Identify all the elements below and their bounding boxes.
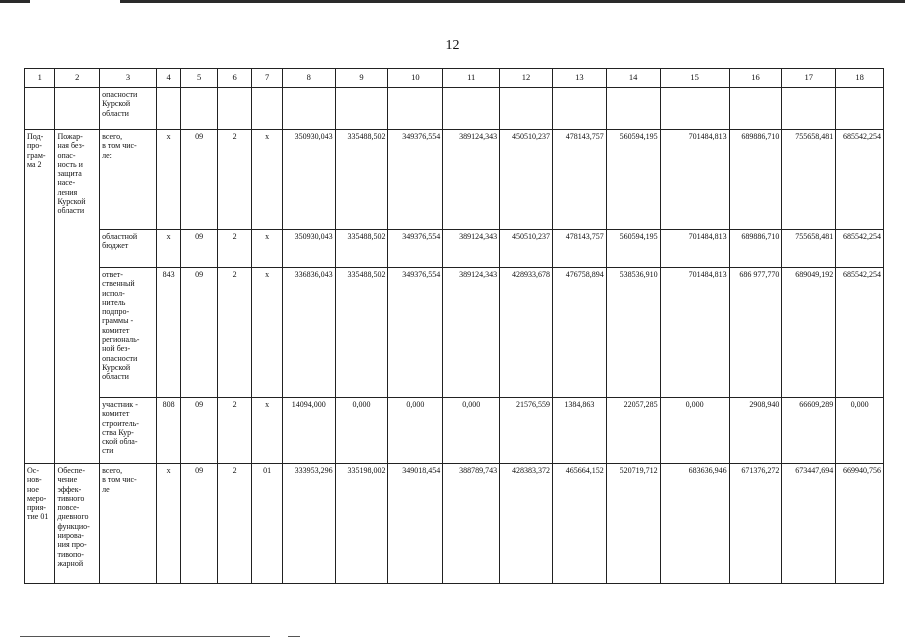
table-cell: 2: [217, 268, 252, 398]
program-name: Пожар- ная без- опас- ность и защита насе- ления Курской области: [57, 132, 86, 216]
header-cell: 3: [100, 69, 157, 88]
table-cell: 349376,554: [388, 268, 443, 398]
row-label-cell: [100, 398, 157, 464]
table-cell: [836, 88, 884, 130]
table-cell: 465664,152: [552, 464, 606, 584]
table-cell: 14094,000: [282, 398, 335, 464]
event-code: Ос- нов- ное меро- прия- тие 01: [27, 466, 49, 522]
table-cell: [552, 88, 606, 130]
table-row-continuation: [25, 88, 884, 130]
table-cell: 685542,254: [836, 230, 884, 268]
page-number: 12: [445, 38, 460, 53]
header-cell: 4: [156, 69, 180, 88]
table-cell: 350930,043: [282, 130, 335, 230]
program-code-cell: [25, 130, 55, 464]
table-cell: 2908,940: [729, 398, 782, 464]
table-cell: 701484,813: [660, 268, 729, 398]
table-cell: [55, 88, 100, 130]
table-cell: [388, 88, 443, 130]
table-row: [25, 230, 884, 268]
header-cell: 16: [729, 69, 782, 88]
table-cell: х: [252, 230, 282, 268]
table-cell: 389124,343: [443, 268, 500, 398]
table-cell: 389124,343: [443, 230, 500, 268]
table-cell: 476758,894: [552, 268, 606, 398]
header-cell: 15: [660, 69, 729, 88]
table-cell: 560594,195: [606, 230, 660, 268]
row-label-cell: [100, 230, 157, 268]
table-cell: 478143,757: [552, 130, 606, 230]
table-cell: 09: [181, 230, 218, 268]
table-cell: 2: [217, 130, 252, 230]
row-label: участник - комитет строитель- ства Кур- ской обла- сти: [102, 400, 139, 456]
table-cell: 701484,813: [660, 130, 729, 230]
table-cell: 673447,694: [782, 464, 836, 584]
table-cell: 388789,743: [443, 464, 500, 584]
table-cell: 0,000: [660, 398, 729, 464]
table-row: [25, 398, 884, 464]
table-cell: х: [156, 130, 180, 230]
budget-table: [24, 68, 884, 584]
header-cell: 10: [388, 69, 443, 88]
table-cell: [252, 88, 282, 130]
table-cell: 808: [156, 398, 180, 464]
table-cell: 66609,289: [782, 398, 836, 464]
header-cell: 9: [335, 69, 388, 88]
table-cell: 685542,254: [836, 268, 884, 398]
header-cell: 6: [217, 69, 252, 88]
scan-edge-top: [0, 0, 905, 3]
table-cell: [606, 88, 660, 130]
table-header-row: [25, 69, 884, 88]
header-cell: 8: [282, 69, 335, 88]
table-cell: 333953,296: [282, 464, 335, 584]
table-cell: [729, 88, 782, 130]
table-cell: 669940,756: [836, 464, 884, 584]
row-label-cell: [100, 130, 157, 230]
table-cell: 428383,372: [500, 464, 553, 584]
table-cell: 22057,285: [606, 398, 660, 464]
table-cell: 538536,910: [606, 268, 660, 398]
table-cell: 09: [181, 268, 218, 398]
table-cell: 09: [181, 398, 218, 464]
table-cell: 755658,481: [782, 130, 836, 230]
table-cell: [181, 88, 218, 130]
header-cell: 18: [836, 69, 884, 88]
table-cell: х: [252, 398, 282, 464]
row-label-cell: [100, 268, 157, 398]
table-cell: 335198,002: [335, 464, 388, 584]
table-cell: 478143,757: [552, 230, 606, 268]
header-cell: 13: [552, 69, 606, 88]
table-cell: [335, 88, 388, 130]
table-cell: 520719,712: [606, 464, 660, 584]
row-label: ответ- ственный испол- нитель подпро- граммы - комитет региональ- ной без- опасности Курской области: [102, 270, 140, 382]
table-cell: 09: [181, 464, 218, 584]
table-cell: 1384,863: [552, 398, 606, 464]
table-cell: 843: [156, 268, 180, 398]
table-cell: х: [252, 130, 282, 230]
table-cell: 2: [217, 398, 252, 464]
scan-edge-gap: [30, 0, 120, 3]
table-cell: 671376,272: [729, 464, 782, 584]
event-code-cell: [25, 464, 55, 584]
header-cell: 11: [443, 69, 500, 88]
table-cell: 349376,554: [388, 230, 443, 268]
table-cell: 0,000: [836, 398, 884, 464]
table-cell: [156, 88, 180, 130]
table-cell: 2: [217, 464, 252, 584]
table-cell: 450510,237: [500, 130, 553, 230]
row-label: всего, в том чис- ле: [102, 466, 137, 494]
program-code: Под- про- грам- ма 2: [27, 132, 46, 169]
table-cell: 01: [252, 464, 282, 584]
row-label-cell: [100, 464, 157, 584]
table-cell: 701484,813: [660, 230, 729, 268]
table-cell: [100, 88, 157, 130]
table-cell: 0,000: [443, 398, 500, 464]
table-row: [25, 464, 884, 584]
event-name-cell: [55, 464, 100, 584]
scan-edge-bottom: [20, 636, 270, 637]
table-cell: [443, 88, 500, 130]
table-cell: 2: [217, 230, 252, 268]
table-cell: 428933,678: [500, 268, 553, 398]
table-cell: х: [156, 230, 180, 268]
table-cell: 685542,254: [836, 130, 884, 230]
row-label: опасности Курской области: [102, 90, 138, 118]
table-cell: 450510,237: [500, 230, 553, 268]
table-cell: 686 977,770: [729, 268, 782, 398]
table-cell: 349018,454: [388, 464, 443, 584]
table-cell: 689049,192: [782, 268, 836, 398]
table-cell: [500, 88, 553, 130]
table-cell: 350930,043: [282, 230, 335, 268]
table-cell: 560594,195: [606, 130, 660, 230]
header-cell: 1: [25, 69, 55, 88]
table-cell: [282, 88, 335, 130]
row-label: всего, в том чис- ле:: [102, 132, 137, 160]
table-cell: 335488,502: [335, 130, 388, 230]
table-cell: 349376,554: [388, 130, 443, 230]
table-cell: [217, 88, 252, 130]
table-cell: 689886,710: [729, 230, 782, 268]
table-cell: 683636,946: [660, 464, 729, 584]
header-cell: 17: [782, 69, 836, 88]
table-row: [25, 268, 884, 398]
table-cell: 755658,481: [782, 230, 836, 268]
program-name-cell: [55, 130, 100, 464]
header-cell: 5: [181, 69, 218, 88]
row-label: областной бюджет: [102, 232, 138, 251]
table-cell: 21576,559: [500, 398, 553, 464]
table-cell: 0,000: [335, 398, 388, 464]
table-cell: 335488,502: [335, 230, 388, 268]
table-cell: х: [252, 268, 282, 398]
table-cell: 0,000: [388, 398, 443, 464]
table-cell: 389124,343: [443, 130, 500, 230]
table-cell: 336836,043: [282, 268, 335, 398]
table-cell: [782, 88, 836, 130]
table-cell: 689886,710: [729, 130, 782, 230]
table-cell: [25, 88, 55, 130]
header-cell: 2: [55, 69, 100, 88]
table-cell: [660, 88, 729, 130]
scan-edge-bottom-mark: [288, 636, 300, 637]
header-cell: 12: [500, 69, 553, 88]
header-cell: 7: [252, 69, 282, 88]
table-cell: 335488,502: [335, 268, 388, 398]
table-cell: х: [156, 464, 180, 584]
header-cell: 14: [606, 69, 660, 88]
table-row: [25, 130, 884, 230]
event-name: Обеспе- чение эффек- тивного повсе- дневного функцио- нирова- ния про- тивопо- жарной: [57, 466, 90, 568]
table-cell: 09: [181, 130, 218, 230]
